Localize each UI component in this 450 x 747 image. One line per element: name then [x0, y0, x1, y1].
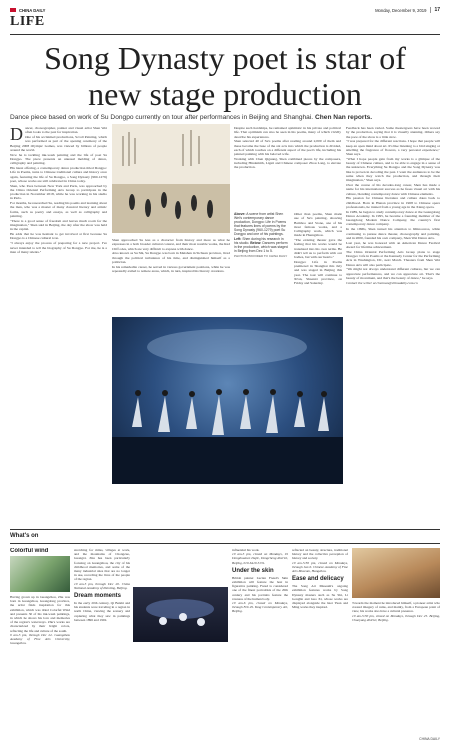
whatson-col-1: [10, 548, 70, 738]
caption-text: A scene from artist Shen Wei's contemporary dance production, Dongpo: Life in Poems that features lines of poems by the Song Dynasty (960-1279) poet Su Dongpo and one of his paintings.: [234, 212, 287, 237]
article-col-3: [234, 126, 341, 210]
caption-text-2: Shen during his research in his studio.: [234, 236, 284, 245]
page-header: [10, 6, 440, 14]
event-title: Under the skin: [232, 567, 274, 574]
event-info: 10 am-5:30 pm, closed on Mondays, through Jan 6. Chinese Academy of Fine Arts Museum, Hangzhou.: [292, 560, 348, 574]
section-rule: [10, 34, 440, 35]
byline: Chen Nan reports.: [314, 114, 373, 121]
article-col-3b: [294, 212, 342, 312]
event-text: reflected on beauty, structure, traditional history and the collective perception of history and society.: [292, 548, 348, 561]
headline: [10, 40, 440, 112]
event-text: British painter Lucian Freud's Skin exhibition will feature the best in figurative painting. Freud is considered one of the finest portraitists of the 20th century and his portraits feature the rawness of the human body.: [232, 575, 288, 601]
event-text: The Song Art Museum's ongoing exhibition features works by Song Dynasty masters such as Su Shi, Li Gonglin and Guo Xi, whose works are displayed alongside the later Yuan and Ming works they inspired.: [292, 584, 348, 610]
paragraph: Shen selected 40 of Su's poems after reading around 2,000 of them and these became the base of the six acts into which the production is divided, each of which touches on a different aspect of the poet's life, including his painted painting with his beloved wife.: [234, 139, 341, 157]
headline-line-2: new stage production: [88, 76, 362, 112]
event-photo-dream: [133, 587, 228, 642]
paragraph: One of his acclaimed productions, Scroll Painting, which was performed as part of the opening ceremony of the Beijing 2008 Olympic Games, was viewed by billions of people around the world.: [10, 135, 107, 152]
photo-caption: [234, 212, 288, 258]
photo-dancers-stage: [112, 124, 230, 233]
paragraph: Over the course of his decades-long career, Shen has made a name for his international success as he fuses visual art with his culture, blending contemporary dance with Chinese elements.: [346, 183, 440, 196]
event-text: In the early 20th century, Qi Baishi and his students were traveling in a region in north China, viewing the scenery and capturing what they saw in paintings between 1896 and 1902.: [74, 601, 130, 622]
paper-name: CHINA DAILY: [19, 7, 46, 13]
event-photo: [10, 556, 70, 592]
event-title: Colorful wind: [10, 548, 49, 554]
event-text: influential his work.: [232, 548, 260, 552]
paragraph: Dongpo: Life in Poems premiered in Shanghai this July and was staged in Beijing this year. The tour will continue to Xi'an, Shaanxi province, on Friday and Saturday.: [294, 259, 342, 286]
paragraph: "There is a good sense of freedom and leaves much room for the imagination," Shen said in Beijing, the day after the show was held in the capital.: [10, 218, 107, 232]
article-col-4: [346, 126, 440, 516]
whatson-col-3: [232, 548, 288, 738]
event-title: Ease and delicacy: [292, 576, 344, 583]
headline-line-1: Song Dynasty poet is star of: [44, 40, 406, 76]
paragraph: His latest offering, a contemporary dance production titled Dongpo: Life in Poems, turns to Chinese traditional culture and history once again, featuring the life of Su Dongpo, a Song Dynasty (960-1279) poet, whose works are still celebrated in China today.: [10, 166, 107, 183]
flag-icon: [10, 8, 16, 12]
event-text: stretching for miles, villages at work, and the mountains of Chongzuo, Guangxi. Zhu has been particularly focusing on Guangzhou, the city of his childhood memories, and some of the many industrial sites that are no longer in use, recording the lives of the people of the region.: [74, 548, 130, 582]
paragraph: In the 1990s, Shen turned his attention to Rhinoceros, while continuing to pursue dance theater, choreography and painting, and in 2000, founded his own company, Shen Wei Dance Arts.: [346, 227, 440, 240]
event-text: Towards the moment he introduced himself, a pioneer artist who created imagery of ruins, and mainly, from a European point of view, his works also have a cultural presence.: [352, 601, 440, 614]
paragraph: He adds that he was hesitant to get involved at first because Su Dongpo is a Chinese cultural icon.: [10, 232, 107, 241]
whatson-rule: [10, 529, 440, 530]
paragraph: Feedback has been varied. Some theatergoers have been wowed by the production, saying that it is visually stunning. Others say the pace of the show is a little slow.: [346, 126, 440, 139]
event-info: 9 am-5 pm, through Dec 22. Guangzhou Academy of Fine Arts University, Guangzhou.: [10, 632, 70, 646]
whatson-col-2: [74, 548, 130, 738]
photo-credit: PHOTOS PROVIDED TO CHINA DAILY: [234, 253, 288, 258]
paragraph: Other than poems, Shen made use of Su's painting, showing Bamboo and Stone, one of his most famous works, and a Calligraphy work, which was made in Huangzhou.: [294, 212, 342, 238]
paragraph: "I was prepared for the different reactions. I hope that people will keep an open mind about art. It's like listening to a bird singing or smelling the fragrance of flowers, a very personal experience," Shen says.: [346, 139, 440, 157]
whatson-col-4: [292, 548, 348, 738]
paragraph: Last year, he was honored with an American Dance Festival Award for lifetime achievement.: [346, 240, 440, 249]
paragraph: The China Oriental Performing Arts Group plans to stage Dongpo: Life in Poems at the Kennedy Center for the Performing Arts in Washington, DC, next March. Theaters from Shen Wei Dance Arts will also participate.: [346, 249, 440, 267]
event-info: 10 am-6 pm, closed on Mondays, through Feb 29. Tang Contemporary Art, Beijing.: [232, 601, 288, 614]
paragraph: Shen, who lives between New York and Paris, was approached by the China Oriental Performing Arts Group to participate in the production in November 2018, while he was working in his studio in Paris.: [10, 183, 107, 201]
paragraph: ancer, choreographer, painter and visual artist Shen Wei often looks to the past for inspiration.: [25, 126, 107, 135]
paragraph: In 1989, he began to study contemporary dance at the Guangdong Dance Academy. In 1995, he became a founding member of the Guangdong Modern Dance Company, the country's first contemporary dance company.: [346, 209, 440, 227]
paragraph: "What I hope people gain from my works is a glimpse of the beauty of Chinese culture, and to be able to engage in a sense of the unknown. Everything Su Dongpo and the Song Dynasty was like is proven in decoding the past. I want the audiences to be the same when they watch the production, and through their imagination," Shen says.: [346, 156, 440, 183]
contact-line: Contact the writer at chennan@chinadaily.com.cn: [346, 280, 418, 285]
whatson-title: What's on: [10, 533, 39, 539]
whatson-col-2b: [133, 548, 228, 584]
section-title: LIFE: [10, 14, 45, 29]
caption-text-3: Dancers perform in the production, which was staged in Beijing from Dec 1 to 5.: [234, 240, 288, 253]
paragraph: "The existing theater gave the feeling that his works would be translated into his own terms. He didn't tell us to perform with our bodies, but with our hearts.": [294, 238, 342, 260]
paragraph: "I always enjoy the process of preparing for a new project. I've never intended to tell the biography of Su Dongpo. For me, he is a man of many talents.": [10, 241, 107, 254]
paragraph: Despite such hardships, he remained optimistic in his private and political life. That optimism can also be seen in his poems, many of which vividly describe his experiences.: [234, 126, 341, 139]
event-info: 10 am-5 pm, closed on Mondays, 19 Donghuamen Dajie, Dongcheng district, Beijing, 010-6410-5131.: [232, 552, 288, 565]
paragraph: Shen approached Su less as a character from history and more as what he expresses in a both broader cultural context, and their most notable works, the Red Cliff odes, which are very difficult to express with dance.: [112, 238, 230, 251]
photo-dancers-blue: [112, 317, 343, 484]
whatson-col-5: [352, 548, 440, 734]
event-text: Having grown up in Guangzhou, Zhu was born in Guangzhou, Guangdong province, the artist finds inspiration for this exhibition, which was titled Colorful Wind and presents 30 of his ink-wash paintings, in which he shows his love and memories of the region's waterways. Zhu's works are characterized by their bright colors, reflecting the life and culture of the south.: [10, 595, 70, 633]
paragraph: Now he is tackling ink-wash painting and the life of poet Su Dongpo. The piece presents an unusual melding of dance, calligraphy and painting.: [10, 152, 107, 166]
caption-lead-2: Left:: [234, 236, 242, 241]
caption-lead: Above:: [234, 212, 246, 216]
dropcap: D: [10, 126, 23, 144]
event-title: Dream moments: [74, 593, 122, 600]
paragraph: For months, he researched Su, reading his poems and learning about the man, who was a master of many classical literary and artistic forms, such as poetry and essays, as well as calligraphy and painting.: [10, 201, 107, 218]
deck-text: Dance piece based on work of Su Dongpo currently on tour after performances in Beijing and Shanghai.: [10, 114, 314, 121]
article-col-2: [112, 238, 230, 314]
footer-paper-name: CHINA DAILY: [419, 737, 440, 741]
paragraph: Working with Chen Qiguang, Shen combined pieces by the composers, including Hindemith, Ligeti and Chinese composer Zhou Long, to elevate the production.: [234, 156, 341, 170]
paragraph: Also known as Su Shi, Su Dongpo was born in Meishan in Sichuan province, lived through the political turbulence of his time, and distinguished himself as a politician.: [112, 251, 230, 264]
event-info: 10 am-5:30 pm, closed on Mondays, through Dec 25. Beijing, Chaoyang district, Beijing.: [352, 613, 440, 622]
page-number: 17: [430, 7, 440, 13]
paragraph: In his remarkable career, he served in various government positions, while he was repeatedly exiled to remote areas, which, in turn, inspired his literary creations.: [112, 264, 230, 273]
paragraph: "We might not always understand different cultures, but we can appreciate performances, and we can appreciate art. That's the beauty of movement, and that's the beauty of dance," he says.: [346, 267, 440, 280]
event-photo: [352, 548, 440, 598]
article-col-1: [10, 126, 107, 516]
paragraph: His passion for Chinese literature and culture dates back to childhood. Born in Hunan province in 1968 to Chinese opera professionals, he trained from a young age in the Xiang opera.: [346, 196, 440, 209]
caption-lead-3: Below:: [250, 240, 262, 245]
deck: [10, 114, 440, 121]
event-info: 10 am-5 pm, through Dec 20. China National Academy of Painting, Beijing.: [74, 581, 130, 590]
issue-date: Monday, December 9, 2019: [375, 7, 427, 13]
